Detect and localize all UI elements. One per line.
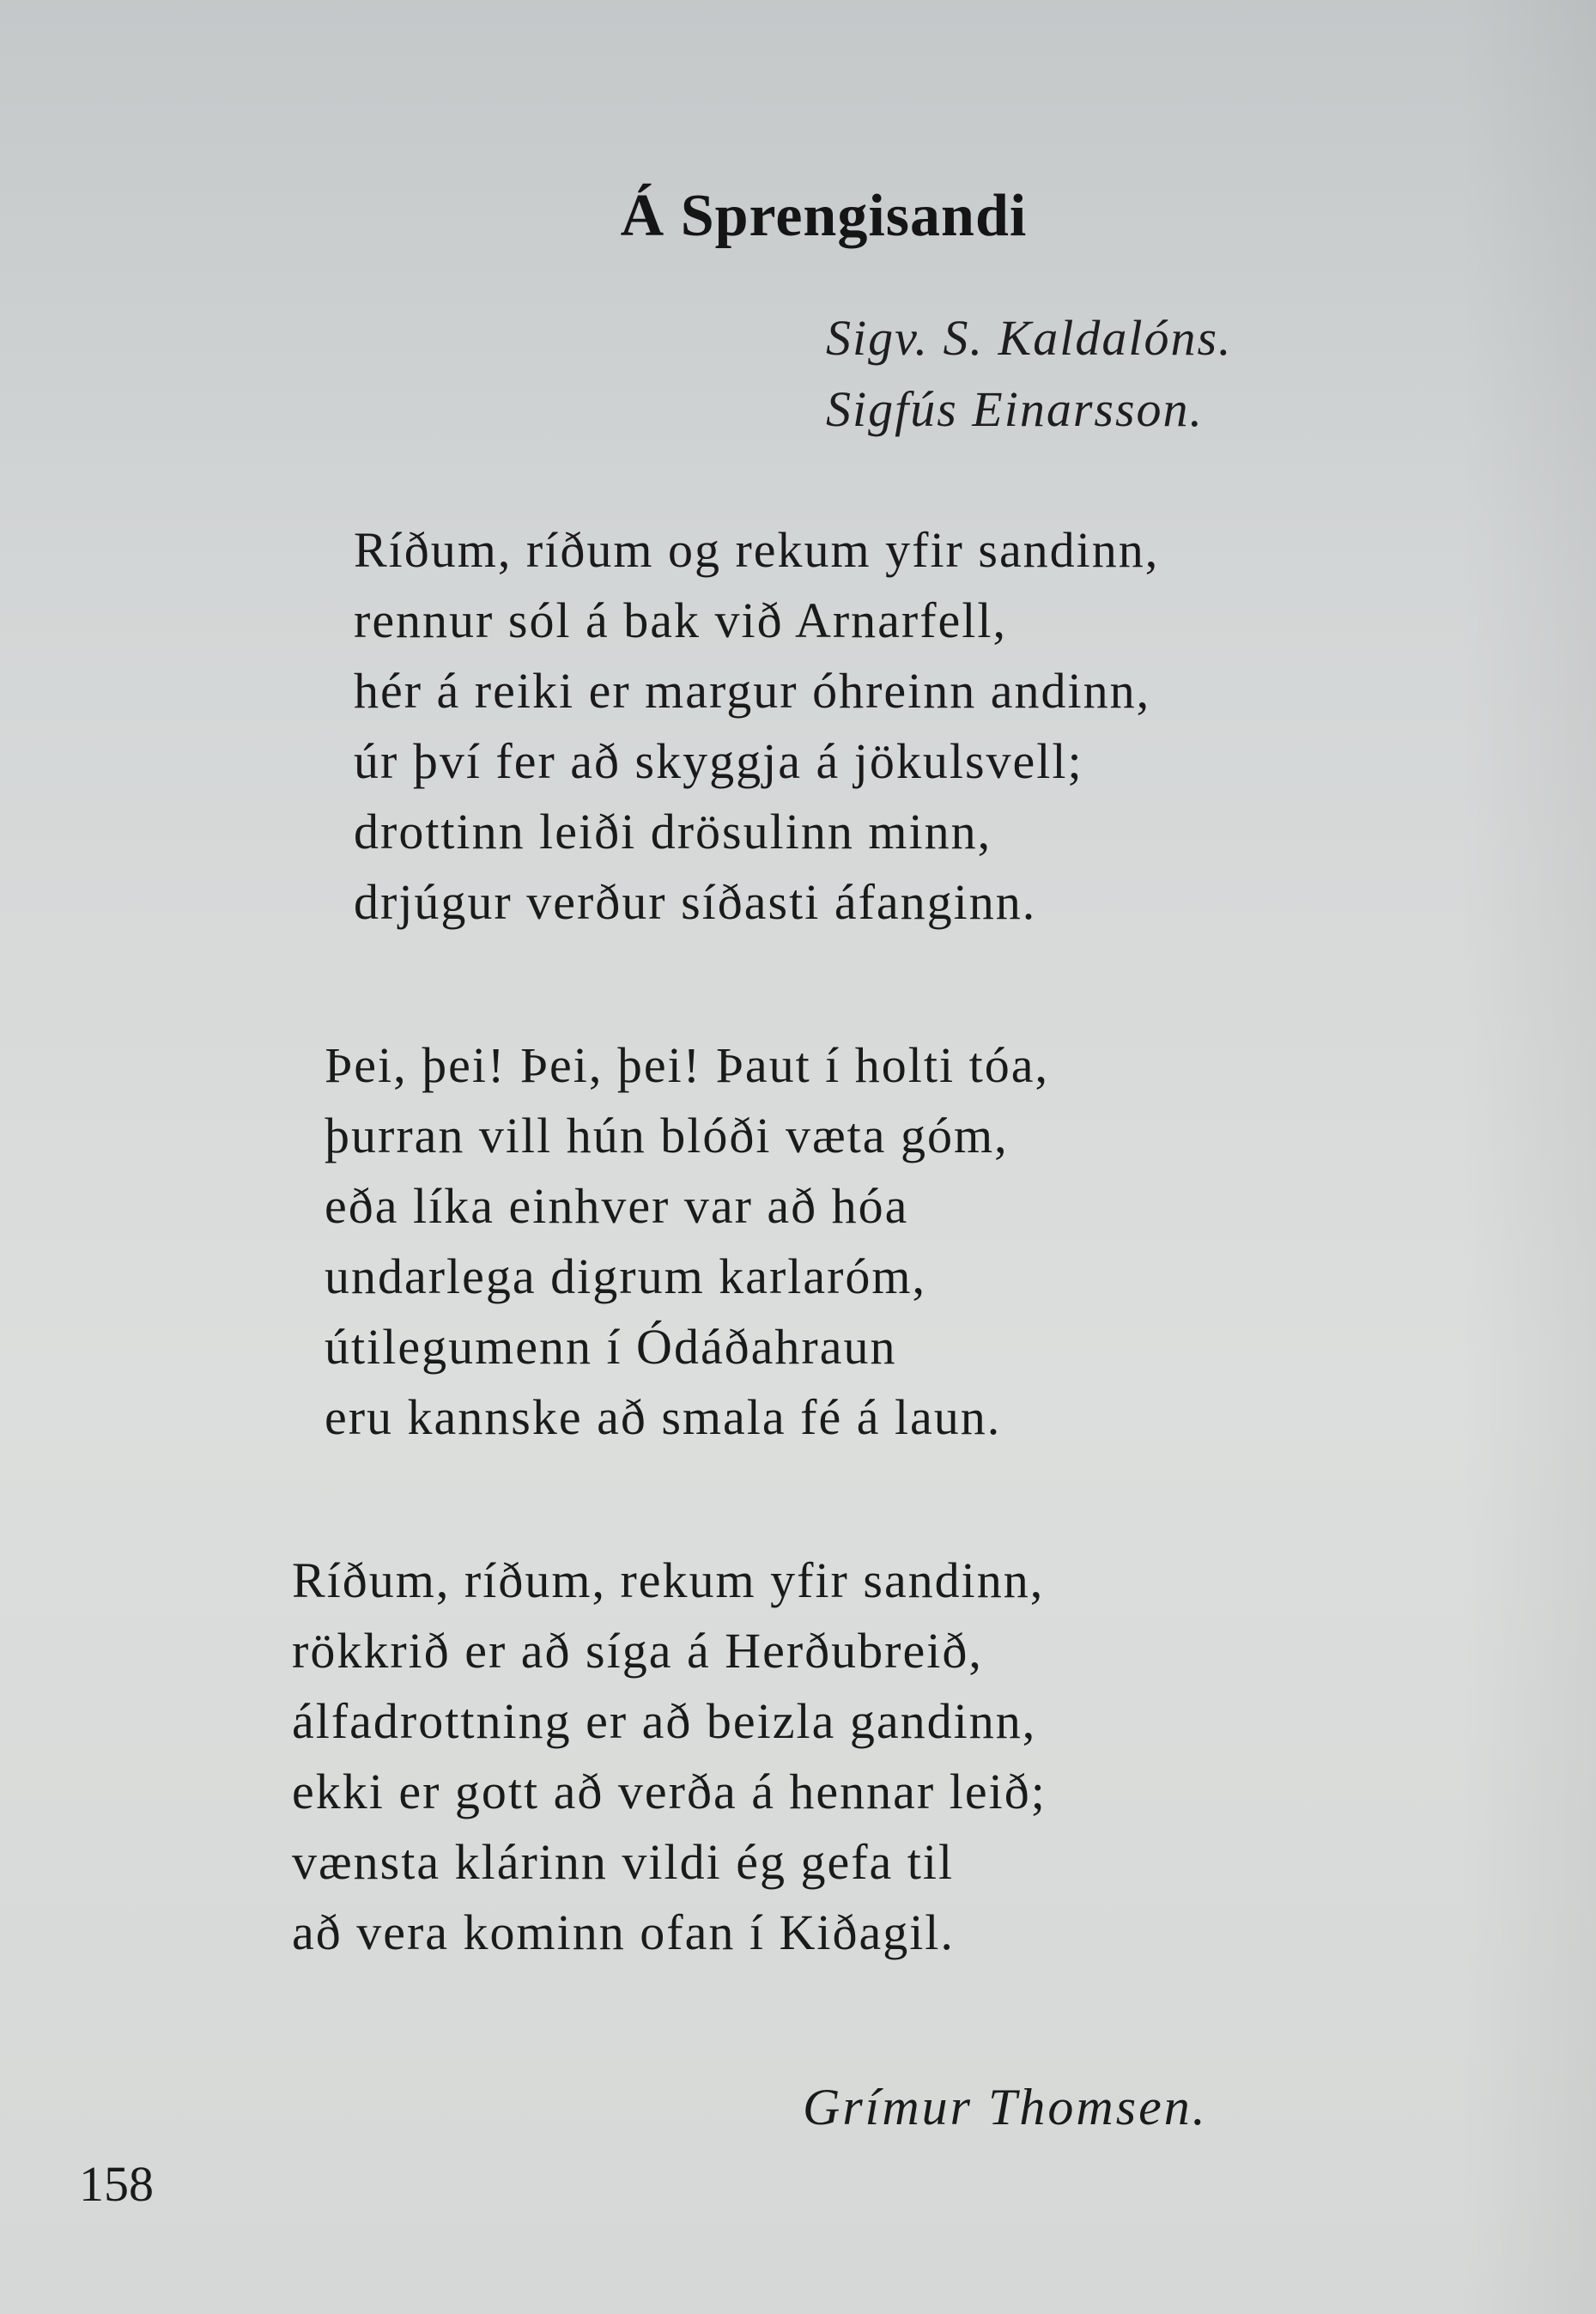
- verse-line: Ríðum, ríðum og rekum yfir sandinn,: [354, 522, 1160, 578]
- verse-line: rökkrið er að síga á Herðubreið,: [292, 1623, 983, 1679]
- verse-line: drjúgur verður síðasti áfanginn.: [354, 874, 1037, 930]
- verse-line: eða líka einhver var að hóa: [325, 1178, 909, 1234]
- verse-line: undarlega digrum karlaróm,: [325, 1248, 927, 1304]
- verse-line: þurran vill hún blóði væta góm,: [325, 1108, 1009, 1163]
- verse-line: drottinn leiði drösulinn minn,: [354, 804, 992, 859]
- verse-line: Ríðum, ríðum, rekum yfir sandinn,: [292, 1552, 1045, 1608]
- stanza: [325, 1030, 1049, 1453]
- poem-title: Á Sprengisandi: [620, 183, 1028, 249]
- verse-line: álfadrottning er að beizla gandinn,: [292, 1693, 1037, 1749]
- composer-credit: Sigfús Einarsson.: [826, 381, 1205, 437]
- stanza: [354, 515, 1159, 938]
- verse-line: Þei, þei! Þei, þei! Þaut í holti tóa,: [325, 1037, 1050, 1093]
- verse-line: hér á reiki er margur óhreinn andinn,: [354, 663, 1151, 719]
- verse-line: að vera kominn ofan í Kiðagil.: [292, 1904, 955, 1960]
- verse-line: úr því fer að skyggja á jökulsvell;: [354, 733, 1083, 789]
- verse-line: útilegumenn í Ódáðahraun: [325, 1319, 897, 1375]
- page-number: 158: [79, 2156, 154, 2212]
- verse-line: vænsta klárinn vildi ég gefa til: [292, 1834, 955, 1890]
- verse-line: rennur sól á bak við Arnarfell,: [354, 592, 1008, 648]
- stanza: [292, 1546, 1047, 1968]
- verse-line: eru kannske að smala fé á laun.: [325, 1389, 1002, 1445]
- poem-author: Grímur Thomsen.: [803, 2079, 1208, 2135]
- composer-credit: Sigv. S. Kaldalóns.: [826, 310, 1233, 366]
- page-edge-shadow: [1459, 0, 1596, 2314]
- verse-line: ekki er gott að verða á hennar leið;: [292, 1764, 1047, 1819]
